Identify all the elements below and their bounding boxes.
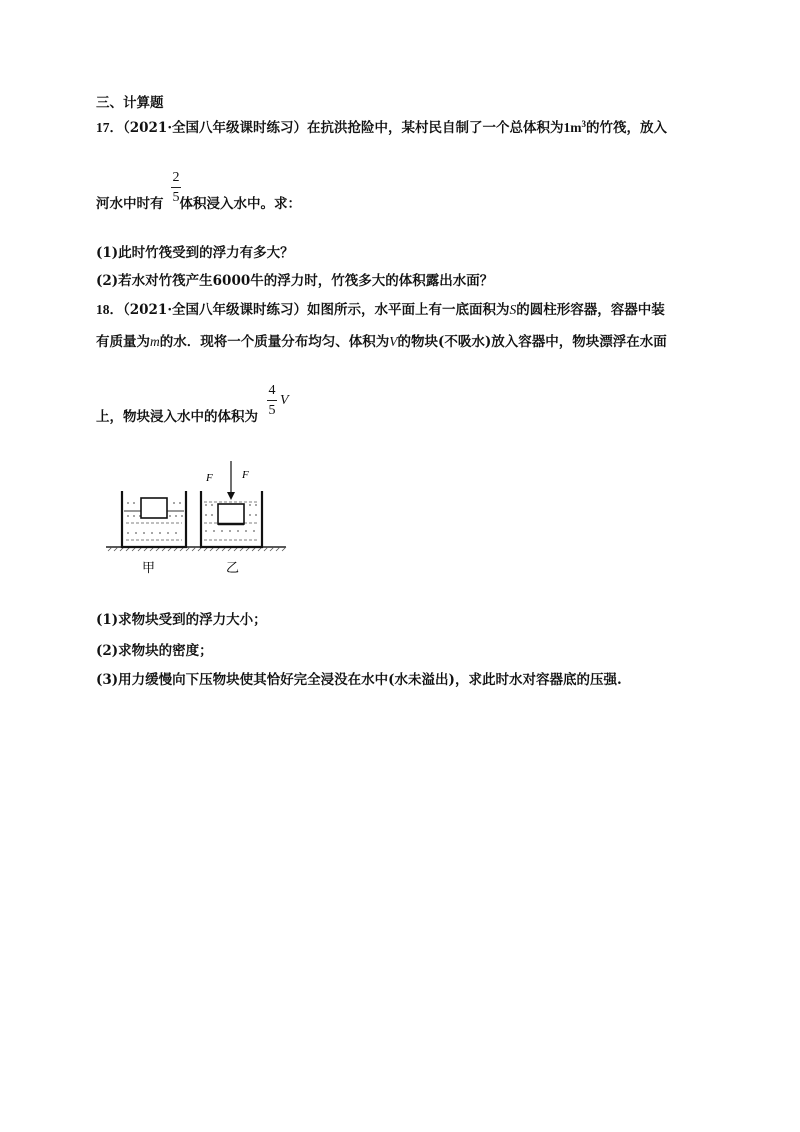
q18-var-v: V	[389, 334, 398, 349]
q18-fraction	[267, 383, 277, 419]
q17-sub-2: (2)若水对竹筏产生6000牛的浮力时，竹筏多大的体积露出水面？	[96, 273, 494, 289]
force-label-2: F	[242, 469, 249, 481]
block-jia	[141, 498, 167, 518]
q17-sub-1: (1)此时竹筏受到的浮力有多大？	[96, 245, 294, 261]
q18-text-1b: 的圆柱形容器，容器中装	[516, 302, 665, 318]
q17-volume	[564, 120, 587, 135]
q18-source: （2021·全国八年级课时练习）	[123, 302, 308, 318]
q18-line-3	[96, 408, 258, 426]
q17-line-1	[96, 119, 667, 137]
q18-sub-2: (2)求物块的密度；	[96, 643, 213, 659]
q18-frac-num: 4	[268, 383, 276, 398]
q17-frac-bar	[171, 187, 181, 188]
q17-volume-exp: 3	[581, 119, 587, 129]
q18-frac-bar	[267, 400, 277, 401]
q18-sub-1: (1)求物块受到的浮力大小；	[96, 612, 267, 628]
section-title: 三、计算题	[96, 95, 164, 111]
q17-frac-num: 2	[172, 170, 180, 185]
q17-volume-value: 1m	[563, 120, 582, 135]
force-arrow	[227, 461, 235, 500]
q18-line-1	[96, 301, 665, 319]
q17-source: （2021·全国八年级课时练习）	[123, 120, 308, 136]
q18-frac-var: V	[280, 393, 289, 408]
q17-text-1a: 在抗洪抢险中，某村民自制了一个总体积为	[307, 120, 564, 136]
q18-text-2c: 的物块(不吸水)放入容器中，物块漂浮在水面	[397, 334, 667, 350]
label-jia: 甲	[142, 560, 156, 575]
q18-text-3a: 上，物块浸入水中的体积为	[96, 409, 258, 425]
q18-number: 18．	[96, 302, 123, 317]
q17-number: 17．	[96, 120, 123, 135]
container-yi	[201, 491, 262, 547]
q17-line-2	[96, 195, 301, 213]
q17-text-2b: 体积浸入水中。求：	[179, 196, 301, 212]
q18-frac-den: 5	[268, 403, 276, 418]
container-jia	[122, 491, 186, 547]
block-yi	[218, 504, 244, 524]
q18-sub-3: (3)用力缓慢向下压物块使其恰好完全浸没在水中(水未溢出)，求此时水对容器底的压强.	[96, 672, 622, 688]
q18-text-1a: 如图所示，水平面上有一底面积为	[307, 302, 510, 318]
q17-frac-den: 5	[172, 190, 180, 205]
q18-var-m: m	[150, 334, 160, 349]
force-label-1: F	[206, 472, 213, 484]
q17-text-1b: 的竹筏，放入	[586, 120, 668, 136]
q18-text-2b: 的水．现将一个质量分布均匀、体积为	[159, 334, 390, 350]
label-yi: 乙	[226, 560, 240, 575]
q18-var-s: S	[509, 302, 517, 317]
q18-text-2a: 有质量为	[96, 334, 150, 350]
buoyancy-figure	[104, 455, 294, 580]
q17-text-2a: 河水中时有	[96, 196, 164, 212]
q18-line-2	[96, 333, 667, 351]
